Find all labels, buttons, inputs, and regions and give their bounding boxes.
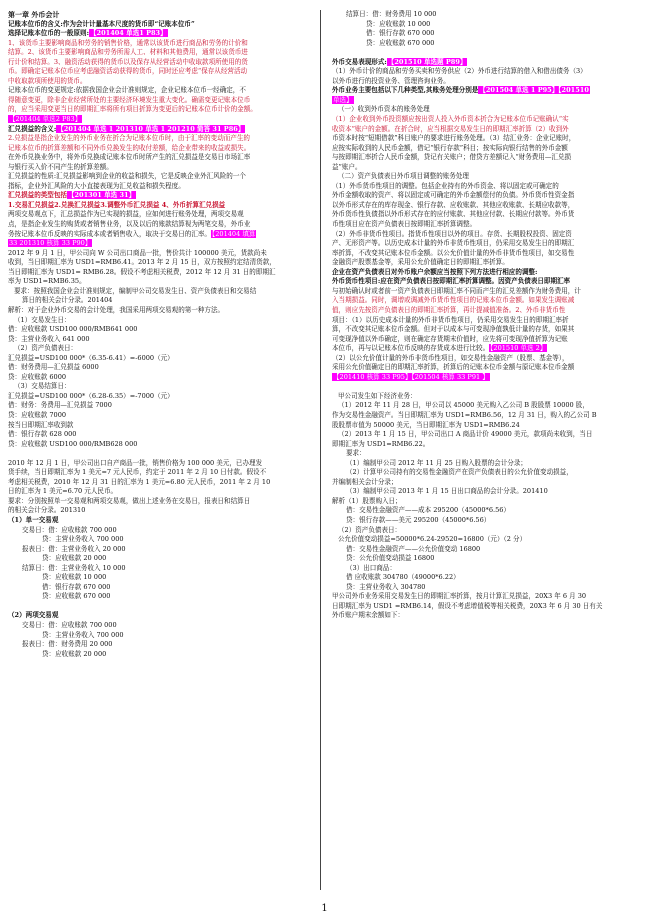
line-text: 本位币，再与以记账本位币反映的存货成本进行比较。 [332,344,490,353]
line-text: 金融资产股票基金等，采用公允价值确定日的即期汇率折算。 [332,258,509,267]
text-line [332,29,638,39]
text-line [332,373,638,383]
text-line [332,440,638,450]
line-text: 贷：应收账款 6000 [8,372,67,381]
text-line [8,268,314,278]
text-line [8,411,314,421]
line-text: 贷：应收账款 10 000 [366,19,431,28]
line-text: 贷：银行存款——美元 295200（45000*6.56） [346,515,491,524]
line-text: （2）外币非货币性项目。指货币性项目以外的项目。存货、长期股权投资、固定资 [332,229,572,238]
line-text: 汇兑损益的性质:汇兑损益影响到企业的收益和损失，它是反映企业外汇风险的一个 [8,172,246,181]
text-line [332,573,638,583]
text-line [8,172,314,182]
text-line [8,354,314,364]
line-text: 外币货币性负债指以外币形式存在的应付账款、其他应付款、长期应付款等。外币货 [332,210,575,219]
text-line [8,363,314,373]
line-text: 第一章 外币会计 [8,10,60,19]
text-line [332,506,638,516]
text-line [8,182,314,192]
line-text: 要求：按照我国企业会计准则规定，编制甲公司交易发生日、资产负债表日和交易结 [14,286,257,295]
text-line [332,58,638,68]
text-line [332,115,638,125]
text-line [8,20,314,30]
line-text: 贷：应收账款 10 000 [42,573,107,582]
exam-reference-tag: 【201404 单选2 P83】 [9,115,82,124]
line-text: 报表日：借：财务费用 20 000 [22,640,113,649]
text-line [8,468,314,478]
text-line [332,526,638,536]
line-text: 要求： [346,449,366,458]
text-line [332,363,638,373]
text-line [332,564,638,574]
exam-reference-tag: 【201404 单选1 P83】 [89,29,167,38]
line-text: （2）计算甲公司持有的交易性金融资产在资产负债表日的公允价值变动损益， [346,468,573,477]
text-line [332,478,638,488]
text-line [332,86,638,96]
line-text: 日的汇率为 1 美元=6.70 元人民币。 [8,487,118,496]
text-line [8,10,314,20]
line-text: 在外币兑换业务中，将外币兑换成记账本位币时所产生的汇兑损益是交易日市场汇率 [8,153,251,162]
text-line [332,344,638,354]
exam-reference-tag: 【201510 单选 2】 [490,344,547,353]
text-line [8,335,314,345]
text-line [8,230,314,240]
text-line [8,545,314,555]
line-text: 借：交易性金融资产——成本 295200（45000*6.56） [346,506,510,515]
line-text: （2）以公允价值计量的外币非货币性项目，如交易性金融资产（股票、基金等）， [332,353,569,362]
line-text: 务按记账本位币反映的实际成本或者销售收入，取决于交易日的汇率。 [8,229,211,238]
line-text: 以外币进行的投资业务、管理咨询业务。 [332,76,450,85]
line-text: 2010 年 12 月 1 日，甲公司出口自产商品一批，销售价格为 100 000 美元，已办理发 [8,458,263,467]
text-line [332,201,638,211]
line-text: 贷：主营业务收入 700 000 [42,630,124,639]
line-text: 记账本位币的折算差额和不同外币兑换发生的收付差额，给企业带来的收益或损失。 [8,143,251,152]
line-text: 入当期损益。同时，调增或调减外币货币性项目的记账本位币金额。如果发生调账减 [332,296,575,305]
text-line [332,449,638,459]
text-line [332,487,638,497]
text-line [332,96,638,106]
line-text: 汇兑损益的含义: [8,124,57,133]
text-line [332,249,638,259]
text-line [332,468,638,478]
line-text: 选择记账本位币的一般原则: [8,29,89,38]
exam-reference-tag: 【201404 单选 1 201310 单选 1 201210 简答 31 P86】 [57,124,245,133]
text-line [332,316,638,326]
line-text: 报表日：借：主营业务收入 20 000 [22,544,126,553]
text-line [8,516,314,526]
line-text: 结算。2、该货币主要影响商品和劳务所需人工、材料和其他费用，通常以该货币进 [8,48,248,57]
line-text: 点，是指企业发生的购货或者销售业务，以及以后的账款结算视为两笔交易，外币业 [8,220,251,229]
text-line [332,411,638,421]
text-line [332,20,638,30]
line-text: 即期汇率为 USD1=RMB6.22。 [332,439,430,448]
text-line [332,144,638,154]
text-line [332,430,638,440]
line-text: 考虑相关税费，2010 年 12 月 31 日的汇率为 1 美元=6.80 元人民币，2011 年 2 月 10 [8,477,271,486]
line-text: 行计价和结算。3、融资活动获得的货币以及保存从经营活动中收取款项所使用的货 [8,57,248,66]
text-line [8,487,314,497]
text-line [8,105,314,115]
text-line [332,325,638,335]
text-line [8,86,314,96]
text-line [8,401,314,411]
text-line [8,344,314,354]
line-text: （1）外币计价的商品和劳务买卖和劳务供应（2）外币进行结算的借入和借出债务（3） [332,67,587,76]
text-line [8,592,314,602]
line-text: 贷：应收账款 670 000 [366,38,435,47]
line-text: （2）资产负债表日： [338,525,402,534]
text-line [332,497,638,507]
text-line [8,48,314,58]
page-number: 1 [321,903,328,914]
text-line [8,39,314,49]
text-line [332,354,638,364]
text-line [8,239,314,249]
line-text: 贷：应收账款 20 000 [42,554,107,563]
line-text: 外币金额收取的资产、将以固定或可确定的外币金额偿付的负债。外币货币性资金指 [332,191,575,200]
line-text: 要求：分别按照单一交易观和两项交易观，做出上述业务在交易日，报表日和结算日 [8,496,251,505]
text-line [332,191,638,201]
line-text: 借：交易性金融资产——公允价值变动 16800 [346,544,481,553]
exam-reference-tag: 单选】 [333,95,353,104]
line-text: 1、该货币主要影响商品和劳务的销售价格，通常以该货币进行商品和劳务的计价和 [8,38,248,47]
line-text: 贷：应收账款 670 000 [42,592,111,601]
text-line [332,77,638,87]
exam-reference-tag: 【201410 核算 33 P95】【201504 核算 33 P91 】 [333,372,489,381]
line-text: 甲公司发生如下经济业务： [338,391,417,400]
text-line [8,58,314,68]
line-text: 1.交易汇兑损益2.兑换汇兑损益3.调整外币汇兑损益 4、外币折算汇兑损益 [8,200,226,209]
text-line [8,602,314,612]
text-line [8,421,314,431]
text-line [332,163,638,173]
text-line [8,296,314,306]
text-line [332,535,638,545]
line-text: （2）资产负债表日： [14,344,78,353]
line-text: 率折算，不改变其记账本位币金额。以公允价值计量的外币非货币性项目，如交易性 [332,248,575,257]
line-text: 贷：应收账款 7000 [8,410,67,419]
text-line [332,10,638,20]
text-line [332,421,638,431]
text-line [332,392,638,402]
text-line [8,430,314,440]
line-text: 汇兑损益=USD100 000*（6.28-6.35）=-7000（元） [8,391,174,400]
column-divider [320,10,321,890]
text-line [332,230,638,240]
text-line [332,182,638,192]
text-line [8,611,314,621]
text-line [8,115,314,125]
line-text: 算日的相关会计分录。201404 [22,296,113,305]
text-line [332,220,638,230]
text-line [332,210,638,220]
line-text: 算，不改变其记账本位币金额。但对于以成本与可变现净值孰低计量的存货，如果其 [332,325,575,334]
line-text: 的，应当采用变更当日的即期汇率将所有项目折算为变更后的记账本位币计价的金额。 [8,105,257,114]
line-text: 与初始确认时或者前一资产负债表日即期汇率不同而产生的汇兑差额作为财务费用，计 [332,286,581,295]
text-line [332,172,638,182]
line-text: 解析：对于企业外币交易的会计处理，我国采用两项交易观的第一种方法。 [8,305,225,314]
line-text: 益”账户。 [332,162,362,171]
text-line [332,583,638,593]
text-line [8,144,314,154]
line-text: 2.兑损益是指企业发生的外币业务在折合为记账本位币时，由于汇率的变动而产生的 [8,134,250,143]
line-text: 外币交易表现形式: [332,57,387,66]
text-line [332,287,638,297]
line-text: （1）2012 年 11 月 28 日，甲公司以 45000 美元购入乙公司 B 股股票 10000 股， [338,401,589,410]
text-line [332,382,638,392]
text-line [8,67,314,77]
line-text: （3）编制甲公司 2013 年 1 月 15 日出口商品的会计分录。201410 [346,487,548,496]
text-line [8,201,314,211]
exam-reference-tag: 【201404 填算 [211,229,256,238]
line-text: 甲公司外币业务采用交易发生日的即期汇率折算，按月计算汇兑损益，20X3 年 6 月 30 [332,592,587,601]
text-line [8,77,314,87]
line-text: （1）交易发生日： [14,315,71,324]
text-line [8,96,314,106]
line-text: （一）收到外币资本的账务处理 [338,105,430,114]
text-line [8,373,314,383]
text-line [8,382,314,392]
text-line [8,459,314,469]
line-text: 币。即确定记账本位币应考虑融资活动获得的货币，同时还应考虑“保存从经营活动 [8,67,248,76]
text-line [8,573,314,583]
line-text: （1）企业收到外币投资额应按出资人投入外币资本折合为记账本位币记账确认“实 [332,115,569,124]
line-text: 解析（1）股票购入日； [332,496,402,505]
text-line [8,554,314,564]
text-line [332,153,638,163]
exam-reference-tag: 【201504 单选 1 P95】【201510 [479,86,589,95]
text-line [8,506,314,516]
line-text: （1）单一交易观 [8,515,59,524]
line-text: 值，则应先按资产负债表日的即期汇率折算，再计提减值准备。2、外币非货币性 [332,305,566,314]
line-text: 收到，当日即期汇率为 USD1=RMB6.41。2013 年 2 月 15 日，双方按照约定结清货款， [8,258,276,267]
line-text: （3）出口商品： [346,563,396,572]
line-text: 贷：应收账款 USD100 000/RMB628 000 [8,439,138,448]
text-line [332,602,638,612]
line-text: 按当日即期汇率收到款 [8,420,74,429]
line-text: 应按实际收到的人民币金额，借记“银行存款”科目；按实际向银行结售的外币金额 [332,143,568,152]
line-text: 贷：公允价值变动损益 16800 [346,554,435,563]
line-text: 交易日：借：应收账款 700 000 [22,621,117,629]
text-line [332,306,638,316]
text-line [8,564,314,574]
text-line [332,277,638,287]
line-text: （1）编制甲公司 2012 年 11 月 25 日购入股票的会计分录； [346,458,527,467]
line-text: 的相关会计分录。201310 [8,506,86,515]
text-line [332,459,638,469]
line-text: 与银行买入价不同产生的折算差额。 [8,162,113,171]
text-line [8,249,314,259]
text-line [332,239,638,249]
line-text: 结算日：借：主营业务收入 10 000 [22,563,126,572]
text-line [8,535,314,545]
line-text: 借：银行存款 628 000 [8,430,77,439]
exam-reference-tag: 【201301 单选 31】 [67,191,136,200]
line-text: 外币货币性项目:应在资产负债表日按即期汇率折算调整。因资产负债表日即期汇率 [332,277,571,286]
line-text: 借 应收账款 304780（49000*6.22） [346,573,460,582]
line-text: （2）两项交易观 [8,611,59,620]
line-text: （二）资产负债表日外币项目调整的账务处理 [338,172,469,181]
text-line [8,392,314,402]
text-line [8,621,314,631]
text-line [332,258,638,268]
line-text: 借：财务：务费用—汇兑损益 7000 [8,401,112,410]
line-text: 作为交易性金融资产。当日即期汇率为 USD1=RMB6.56，12 月 31 日，购入的乙公司 B [332,410,597,419]
text-line [8,583,314,593]
line-text: 并编制相关会计分录； [332,477,398,486]
text-line [8,153,314,163]
text-line [8,478,314,488]
text-line [8,440,314,450]
line-text: 借：银行存款 670 000 [42,582,111,591]
exam-reference-tag: 【201510 单选题 P89】 [387,57,467,66]
text-line [8,277,314,287]
line-text: 交易日：借：应收账款 700 000 [22,525,117,534]
text-line [8,526,314,536]
text-line [332,268,638,278]
text-line [8,191,314,201]
line-text: 公允价值变动损益=50000*6.24-29520=16800（元）（2 分） [338,535,527,544]
text-line [8,163,314,173]
line-text: 汇兑损益=USD100 000*（6.35-6.41）=-6000（元） [8,353,174,362]
text-line [8,449,314,459]
text-line [332,554,638,564]
text-line [8,640,314,650]
text-line [332,611,638,621]
text-line [332,67,638,77]
text-line [332,48,638,58]
line-text: 可变现净值以外币确定，则在确定存货期末价值时，应先将可变现净值折算为记账 [332,334,568,343]
line-text: 2012 年 9 月 1 日，甲公司向 W 公司出口商品一批，售价共计 100000 美元，货款尚未 [8,248,267,257]
line-text: （3）交易结算日： [14,382,71,391]
line-text: 项目：（1）以历史成本计量的外币非货币性项目，仍采用交易发生日的即期汇率折 [332,315,569,324]
line-text: 收资本”账户的金额。在折合时，应当根据交易发生日的即期汇率折算（2）收到外 [332,124,569,133]
exam-reference-tag: 33 201310 核算 33 P90】 [9,239,92,248]
line-text: 当日即期汇率为 USD1= RMB6.28。假设不考虑相关税费，2012 年 12 月 31 日的即期汇 [8,267,276,276]
line-text: 货手续，当日即期汇率为 1 美元=7 元人民币，约定于 2011 年 2 月 10 日付款。假设不 [8,468,267,477]
left-column [8,10,314,895]
line-text: 币性项目应在资产负债表日按即期汇率折算调整。 [332,220,477,229]
line-text: 借：财务费用—汇兑损益 6000 [8,363,99,372]
line-text: 企业在资产负债表日对外币账户余额应当按照下列方法进行相应的调整: [332,267,538,276]
line-text: 外币账户期末余额如下： [332,611,405,620]
text-line [332,516,638,526]
text-line [8,220,314,230]
line-text: 采用公允价值确定日的即期汇率折算，折算后的记账本位币金额与原记账本位币金额 [332,363,575,372]
line-text: 贷：主营业务收入 304780 [346,582,426,591]
text-line [332,125,638,135]
text-line [332,592,638,602]
line-text: 股股票市值为 50000 美元，当日即期汇率为 USD1=RMB6.24 [332,420,520,429]
line-text: 以外币形式存在的库存现金、银行存款、应收账款、其他应收账款、长期应收款等， [332,200,575,209]
text-line [332,545,638,555]
text-line [8,497,314,507]
line-text: 两项交易观点下，汇总损益作为已实现的损益，应如何进行账务处理，两项交易观 [8,210,244,219]
text-line [8,258,314,268]
line-text: 产、无形资产等。以历史成本计量的外币非货币性项目，仍采用交易发生日的即期汇 [332,239,575,248]
line-text: 中收取款项所使用的货币。 [8,76,87,85]
line-text: 币资本时按“短期借款”科目账户的要求进行账务处理。（3）结汇业务：企业记账时， [332,134,576,143]
line-text: 率为 USD1=RMB6.35。 [8,277,86,286]
text-line [8,306,314,316]
line-text: 记账本位币的变更规定:依据我国企业会计准则规定，企业记账本位币一经确定，不 [8,86,246,95]
line-text: （2）2013 年 1 月 15 日，甲公司出口 A 商品计价 49000 美元，款项尚未收到，当日 [338,430,593,439]
text-line [332,39,638,49]
text-line [332,134,638,144]
text-line [8,29,314,39]
line-text: 结算日：借：财务费用 10 000 [346,10,437,18]
text-line [332,335,638,345]
line-text: （1）外币货币性项目的调整。包括企业持有的外币资金、将以固定或可确定的 [332,181,559,190]
text-line [332,401,638,411]
line-text: 日即期汇率为 USD1 =RMB6.14，假设不考虑增值税等相关税费，20X3 年 6 月 30 日有关 [332,601,603,610]
line-text: 汇兑损益的类型包括 [8,191,67,200]
line-text: 借：应收账款 USD100 000/RMB641 000 [8,325,138,334]
line-text: 贷：应收账款 20 000 [42,649,107,658]
text-line [8,650,314,660]
text-line [8,287,314,297]
text-line [8,631,314,641]
text-line [8,134,314,144]
line-text: 借：银行存款 670 000 [366,29,435,38]
line-text: 得随意变更，除非企业经营所处的主要经济环境发生重大变化。确需变更记账本位币 [8,95,251,104]
text-line [332,105,638,115]
line-text: 贷：主营业务收入 700 000 [42,535,124,544]
text-line [8,325,314,335]
line-text: 与按即期汇率折合人民币金额，贷记有关账户；借贷方差额记入“财务费用—汇兑损 [332,153,572,162]
text-line [8,210,314,220]
line-text: 指标，企业外汇风险的大小直接表现为汇兑收益和损失程度。 [8,181,185,190]
right-column [332,10,638,895]
text-line [8,316,314,326]
text-line [8,125,314,135]
text-line [332,296,638,306]
line-text: 贷：主营业务收入 641 000 [8,334,90,343]
line-text: 外币业务主要包括以下几种类型,其账务处理分别是 [332,86,479,95]
line-text: 记账本位币的含义:作为会计计量基本尺度的货币即“记账本位币” [8,19,195,28]
